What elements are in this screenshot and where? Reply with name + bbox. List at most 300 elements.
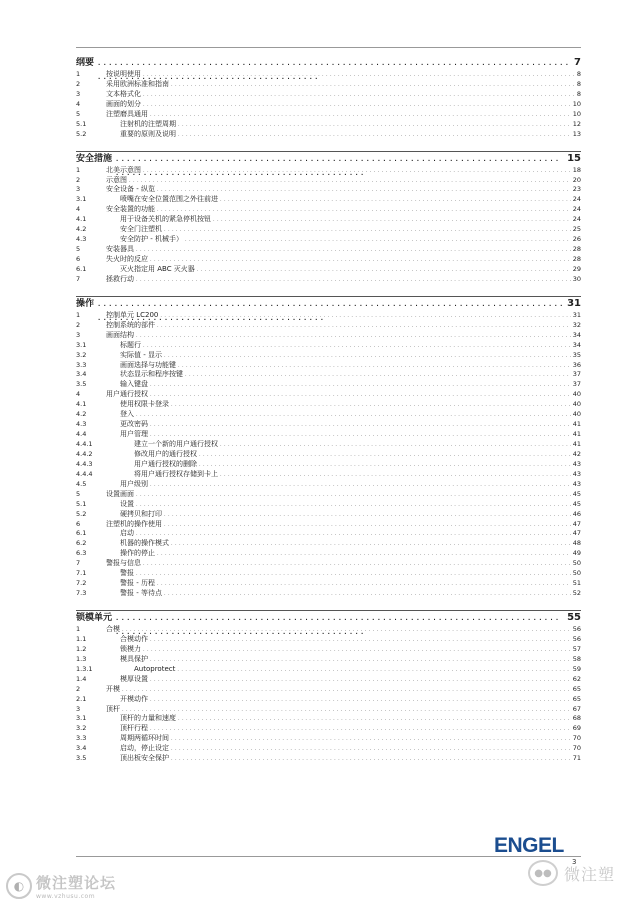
entry-title: 模具保护	[120, 654, 148, 663]
chapter-page: 31	[567, 297, 581, 309]
toc-entry[interactable]	[76, 90, 581, 100]
entry-title: 将用户通行授权存储到卡上	[134, 469, 218, 478]
toc-entry[interactable]	[76, 520, 581, 530]
watermark-forum-title: 微注塑论坛	[36, 874, 117, 892]
dot-leader	[150, 421, 571, 431]
toc-entry[interactable]	[76, 714, 581, 724]
entry-number: 6	[76, 255, 81, 263]
chapter-title: 操作	[76, 298, 95, 309]
toc-section	[76, 151, 581, 285]
toc-entry[interactable]	[76, 70, 581, 80]
entry-page: 56	[572, 625, 581, 633]
entry-title: 采用欧洲标准和指南	[106, 79, 169, 88]
toc-entry[interactable]	[76, 195, 581, 205]
toc-entry[interactable]	[76, 185, 581, 195]
dot-leader	[220, 471, 571, 481]
entry-page: 31	[572, 310, 581, 319]
toc-entry[interactable]	[76, 685, 581, 695]
toc-entry[interactable]	[76, 539, 581, 549]
toc-entry[interactable]	[76, 695, 581, 705]
dot-leader	[171, 81, 575, 91]
toc-entry[interactable]	[76, 370, 581, 380]
entry-number: 5.1	[76, 119, 87, 128]
dot-leader	[150, 391, 571, 401]
entry-number: 7.2	[76, 579, 87, 588]
dot-leader	[157, 550, 571, 560]
toc-section	[76, 56, 581, 140]
entry-title: 状态显示和程序按键	[120, 370, 183, 379]
entry-title: 控制系统的部件	[106, 320, 155, 329]
entry-number: 6.1	[76, 529, 87, 538]
watermark-forum-url: www.vzhusu.com	[36, 893, 96, 900]
entry-page: 35	[572, 350, 581, 359]
dot-leader	[136, 530, 571, 540]
entry-title: 输入键盘	[120, 380, 148, 389]
toc-entry[interactable]	[76, 754, 581, 764]
toc-entry[interactable]	[76, 734, 581, 744]
toc-entry[interactable]	[76, 380, 581, 390]
dot-leader	[164, 226, 571, 236]
dot-leader	[136, 491, 571, 501]
toc-entry[interactable]	[76, 255, 581, 265]
dot-leader	[157, 322, 571, 332]
entry-number: 1.4	[76, 674, 87, 683]
entry-title: 画面选择与功能键	[120, 360, 176, 369]
entry-page: 42	[572, 449, 581, 458]
entry-number: 7.1	[76, 569, 87, 578]
forum-logo-icon: ◐	[6, 873, 32, 899]
entry-title: 重要的原则及说明	[120, 129, 176, 138]
entry-page: 58	[572, 654, 581, 663]
entry-number: 5.2	[76, 129, 87, 138]
toc-entry[interactable]	[76, 110, 581, 120]
entry-page: 40	[572, 400, 581, 409]
engel-logo: ENGEL	[494, 834, 564, 857]
entry-page: 40	[572, 390, 581, 399]
entry-title: 用于设备关机的紧急停机按钮	[120, 215, 211, 224]
dot-leader	[150, 656, 571, 666]
entry-title: 硬拷贝和打印	[120, 509, 162, 518]
entry-number: 1.2	[76, 644, 87, 653]
entry-title: 实际值 - 显示	[120, 350, 162, 359]
toc-entry[interactable]	[76, 341, 581, 351]
dot-leader	[129, 177, 571, 187]
entry-title: 安全防护 - 机械手）	[120, 235, 183, 244]
dot-leader	[164, 590, 571, 600]
dot-leader	[157, 186, 571, 196]
dot-leader	[171, 540, 571, 550]
toc-entry[interactable]	[76, 225, 581, 235]
watermark-wechat-text: 微注塑	[564, 864, 616, 884]
entry-page: 41	[572, 440, 581, 448]
entry-title: 开模	[106, 684, 120, 693]
dot-leader	[143, 91, 575, 101]
toc-entry[interactable]	[76, 215, 581, 225]
dot-leader	[136, 501, 571, 511]
entry-page: 51	[572, 579, 581, 588]
toc-entry[interactable]	[76, 529, 581, 539]
entry-title: 登入	[120, 410, 134, 419]
toc-entry[interactable]	[76, 705, 581, 715]
entry-page: 45	[572, 489, 581, 498]
entry-title: Autoprotect	[134, 664, 176, 673]
entry-title: 警报 - 等待点	[120, 589, 162, 598]
entry-number: 4.4	[76, 430, 87, 439]
entry-page: 37	[572, 380, 581, 389]
chapter-heading[interactable]	[76, 296, 581, 311]
entry-page: 71	[572, 754, 581, 763]
entry-page: 59	[572, 664, 581, 673]
entry-title: 画面的划分	[106, 99, 141, 108]
entry-number: 3	[76, 185, 81, 194]
toc-entry[interactable]	[76, 120, 581, 130]
toc-entry[interactable]	[76, 420, 581, 430]
entry-title: 顶杆	[106, 704, 120, 713]
dot-leader	[164, 521, 571, 531]
dot-leader	[177, 666, 570, 676]
toc-entry[interactable]	[76, 80, 581, 90]
entry-number: 1	[76, 165, 81, 174]
entry-number: 3.1	[76, 714, 87, 723]
entry-page: 69	[572, 724, 581, 733]
entry-number: 5	[76, 489, 81, 498]
entry-page: 28	[572, 245, 581, 254]
toc-entry[interactable]	[76, 430, 581, 440]
dot-leader	[220, 196, 571, 206]
entry-page: 45	[572, 499, 581, 508]
toc-entry[interactable]	[76, 635, 581, 645]
entry-title: 合模动作	[120, 634, 148, 643]
entry-page: 34	[572, 340, 581, 349]
toc-entry[interactable]	[76, 500, 581, 510]
entry-number: 4.2	[76, 225, 87, 234]
entry-title: 用户级别	[120, 479, 148, 488]
entry-number: 3.5	[76, 754, 87, 763]
entry-page: 70	[572, 734, 581, 743]
entry-page: 30	[572, 274, 581, 283]
entry-page: 47	[572, 519, 581, 528]
entry-number: 4.4.3	[76, 459, 93, 468]
entry-number: 3.4	[76, 744, 87, 753]
chapter-page: 55	[567, 612, 581, 623]
entry-title: 文本格式化	[106, 89, 141, 98]
entry-title: 注射机的注塑周期	[120, 119, 176, 128]
dot-leader	[164, 511, 571, 521]
entry-page: 40	[572, 410, 581, 419]
entry-title: 启动，停止设定	[120, 744, 169, 753]
dot-leader	[220, 441, 571, 451]
dot-leader	[136, 332, 571, 342]
dot-leader	[136, 246, 571, 256]
chapter-title: 安全措施	[76, 153, 113, 164]
entry-number: 4	[76, 99, 81, 108]
entry-number: 4.3	[76, 235, 87, 244]
entry-title: 警报	[120, 569, 134, 578]
entry-page: 50	[572, 559, 581, 568]
dot-leader	[150, 111, 571, 121]
toc-entry[interactable]	[76, 645, 581, 655]
entry-title: 用户通行授权的删除	[134, 459, 197, 468]
dot-leader	[185, 236, 571, 246]
dot-leader	[143, 167, 571, 177]
entry-page: 49	[572, 549, 581, 558]
toc-entry[interactable]	[76, 625, 581, 635]
entry-page: 10	[572, 99, 581, 108]
dot-leader	[143, 71, 575, 81]
entry-number: 3.2	[76, 350, 87, 359]
entry-page: 62	[572, 674, 581, 683]
entry-title: 安全门注塑机	[120, 225, 162, 234]
dot-leader	[122, 686, 571, 696]
entry-page: 34	[572, 330, 581, 339]
toc-entry[interactable]	[76, 549, 581, 559]
entry-title: 警报 - 历程	[120, 579, 155, 588]
dot-leader	[150, 676, 571, 686]
top-rule	[76, 47, 581, 48]
toc-entry[interactable]	[76, 569, 581, 579]
dot-leader	[160, 312, 570, 322]
dot-leader	[171, 401, 571, 411]
toc-entry[interactable]	[76, 166, 581, 176]
toc-entry[interactable]	[76, 311, 581, 321]
entry-title: 注塑磨具通用	[106, 109, 148, 118]
entry-page: 50	[572, 569, 581, 578]
entry-number: 3.3	[76, 360, 87, 369]
toc-entry[interactable]	[76, 490, 581, 500]
toc-entry[interactable]	[76, 361, 581, 371]
entry-number: 6.2	[76, 539, 87, 548]
dot-leader	[157, 580, 571, 590]
entry-number: 6.3	[76, 549, 87, 558]
toc-entry[interactable]	[76, 265, 581, 275]
dot-leader	[143, 101, 571, 111]
dot-leader	[136, 570, 571, 580]
entry-title: 灭火指定用 ABC 灭火器	[120, 264, 195, 273]
entry-title: 用户通行授权	[106, 390, 148, 399]
chapter-heading[interactable]	[76, 56, 581, 70]
dot-leader	[213, 216, 571, 226]
entry-number: 2	[76, 79, 81, 88]
entry-title: 注塑机的操作使用	[106, 519, 162, 528]
toc-entry[interactable]	[76, 724, 581, 734]
entry-page: 68	[572, 714, 581, 723]
entry-title: 锁模力	[120, 644, 141, 653]
entry-page: 10	[572, 109, 581, 118]
entry-title: 用户管理	[120, 430, 148, 439]
entry-page: 8	[576, 89, 581, 98]
entry-title: 修改用户的通行授权	[134, 449, 197, 458]
entry-number: 5.1	[76, 499, 87, 508]
entry-title: 使用权限卡登录	[120, 400, 169, 409]
toc-entry[interactable]	[76, 275, 581, 285]
toc-entry[interactable]	[76, 450, 581, 460]
entry-title: 顶出板安全保护	[120, 754, 169, 763]
dot-leader	[122, 626, 571, 636]
entry-number: 3.1	[76, 340, 87, 349]
toc-entry[interactable]	[76, 744, 581, 754]
entry-number: 2	[76, 684, 81, 693]
entry-page: 36	[572, 360, 581, 369]
toc-entry[interactable]	[76, 589, 581, 599]
entry-title: 失火时的反应	[106, 255, 148, 263]
entry-title: 喷嘴在安全位置范围之外往前进	[120, 195, 218, 204]
entry-number: 3.1	[76, 195, 87, 204]
chapter-page: 7	[574, 57, 581, 68]
entry-title: 标题行	[120, 340, 141, 349]
entry-page: 67	[572, 704, 581, 713]
entry-number: 3.5	[76, 380, 87, 389]
entry-number: 1.3.1	[76, 664, 93, 673]
entry-title: 启动	[120, 529, 134, 538]
toc-entry[interactable]	[76, 480, 581, 490]
dot-leader	[171, 745, 571, 755]
entry-page: 43	[572, 459, 581, 468]
entry-page: 47	[572, 529, 581, 538]
toc-entry[interactable]	[76, 410, 581, 420]
entry-page: 25	[572, 225, 581, 234]
entry-number: 5	[76, 245, 81, 254]
entry-number: 4.1	[76, 215, 87, 224]
toc-entry[interactable]	[76, 559, 581, 569]
toc-entry[interactable]	[76, 440, 581, 450]
entry-number: 3.3	[76, 734, 87, 743]
toc-entry[interactable]	[76, 245, 581, 255]
entry-number: 7.3	[76, 589, 87, 598]
entry-title: 北美示意图	[106, 165, 141, 174]
entry-title: 示意图	[106, 175, 127, 184]
entry-page: 46	[572, 509, 581, 518]
entry-title: 机器的操作模式	[120, 539, 169, 548]
toc-entry[interactable]	[76, 665, 581, 675]
chapter-page: 15	[567, 152, 581, 164]
page-number: 3	[572, 858, 577, 866]
dot-leader	[143, 342, 571, 352]
toc-entry[interactable]	[76, 460, 581, 470]
watermark-forum	[6, 872, 116, 900]
chapter-heading[interactable]	[76, 151, 581, 166]
entry-number: 1	[76, 70, 81, 78]
entry-number: 4.1	[76, 400, 87, 409]
toc-entry[interactable]	[76, 390, 581, 400]
entry-number: 3.4	[76, 370, 87, 379]
entry-title: 操作的停止	[120, 549, 155, 558]
wechat-icon: ●●	[528, 860, 558, 886]
chapter-heading[interactable]	[76, 610, 581, 625]
entry-number: 7	[76, 559, 81, 568]
toc-entry[interactable]	[76, 176, 581, 186]
entry-number: 6	[76, 519, 81, 528]
toc-entry[interactable]	[76, 579, 581, 589]
entry-number: 3	[76, 330, 81, 339]
entry-title: 更改密码	[120, 420, 148, 429]
dot-leader	[199, 451, 571, 461]
toc-entry[interactable]	[76, 655, 581, 665]
entry-number: 5.2	[76, 509, 87, 518]
toc-entry[interactable]	[76, 470, 581, 480]
toc-entry[interactable]	[76, 675, 581, 685]
toc-entry[interactable]	[76, 100, 581, 110]
toc-entry[interactable]	[76, 400, 581, 410]
entry-page: 12	[572, 119, 581, 128]
entry-title: 警报与信息	[106, 559, 141, 568]
entry-title: 设置画面	[106, 489, 134, 498]
entry-number: 3.2	[76, 724, 87, 733]
toc-entry[interactable]	[76, 130, 581, 140]
toc-entry[interactable]	[76, 351, 581, 361]
entry-title: 合模	[106, 625, 120, 633]
entry-number: 1.1	[76, 634, 87, 643]
entry-number: 3	[76, 89, 81, 98]
entry-number: 4.4.2	[76, 449, 93, 458]
dot-leader	[157, 206, 571, 216]
toc-entry[interactable]	[76, 510, 581, 520]
dot-leader	[164, 352, 571, 362]
entry-number: 1	[76, 310, 81, 319]
entry-page: 28	[572, 255, 581, 263]
entry-page: 29	[572, 264, 581, 273]
entry-number: 3	[76, 704, 81, 713]
toc-entry[interactable]	[76, 205, 581, 215]
entry-number: 6.1	[76, 264, 87, 273]
entry-title: 设置	[120, 499, 134, 508]
entry-page: 24	[572, 195, 581, 204]
dot-leader	[150, 636, 571, 646]
dot-leader	[185, 371, 571, 381]
entry-page: 52	[572, 589, 581, 598]
entry-title: 拯救行动	[106, 274, 134, 283]
toc-entry[interactable]	[76, 331, 581, 341]
dot-leader	[171, 755, 571, 765]
entry-title: 按说明使用	[106, 70, 141, 78]
entry-page: 8	[576, 70, 581, 78]
entry-page: 24	[572, 205, 581, 214]
entry-number: 4.5	[76, 479, 87, 488]
dot-leader	[150, 696, 571, 706]
toc-entry[interactable]	[76, 235, 581, 245]
entry-number: 7	[76, 274, 81, 283]
dot-leader	[178, 121, 571, 131]
chapter-title: 锁模单元	[76, 613, 113, 623]
entry-page: 23	[572, 185, 581, 194]
entry-number: 4	[76, 205, 81, 214]
entry-number: 4.4.1	[76, 440, 93, 448]
dot-leader	[199, 461, 571, 471]
entry-page: 32	[572, 320, 581, 329]
entry-page: 18	[572, 165, 581, 174]
entry-page: 13	[572, 129, 581, 138]
dot-leader	[197, 266, 571, 276]
entry-number: 2.1	[76, 694, 87, 703]
dot-leader	[143, 646, 571, 656]
entry-number: 4.3	[76, 420, 87, 429]
dot-leader	[122, 706, 571, 716]
entry-number: 2	[76, 175, 81, 184]
toc-entry[interactable]	[76, 321, 581, 331]
entry-title: 模厚设置	[120, 674, 148, 683]
dot-leader	[136, 276, 571, 286]
dot-leader	[178, 131, 571, 141]
entry-page: 65	[572, 684, 581, 693]
entry-title: 建立一个新的用户通行授权	[134, 440, 218, 448]
entry-page: 8	[576, 79, 581, 88]
dot-leader	[178, 715, 571, 725]
dot-leader	[150, 725, 571, 735]
table-of-contents	[76, 56, 581, 775]
entry-page: 48	[572, 539, 581, 548]
entry-title: 安全装置的功能	[106, 205, 155, 214]
entry-page: 41	[572, 420, 581, 429]
dot-leader	[178, 362, 571, 372]
